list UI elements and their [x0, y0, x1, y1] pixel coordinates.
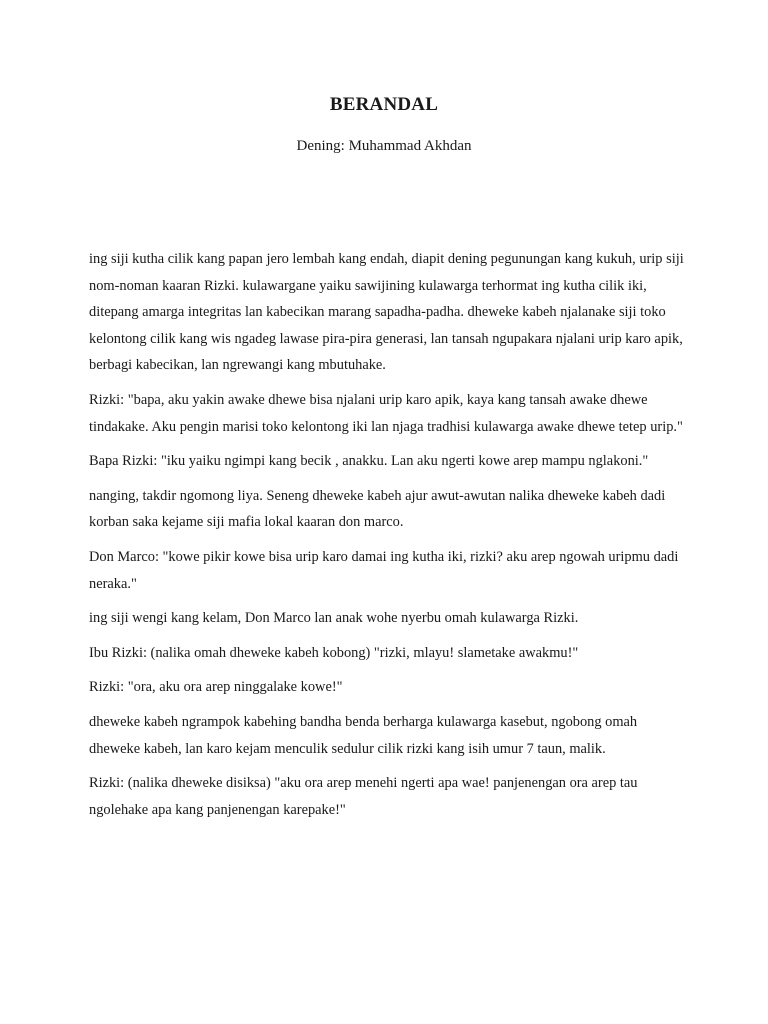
paragraph: Bapa Rizki: "iku yaiku ngimpi kang becik , anakku. Lan aku ngerti kowe arep mampu nglakoni." [89, 453, 649, 470]
paragraph: ing siji wengi kang kelam, Don Marco lan anak wohe nyerbu omah kulawarga Rizki. [89, 610, 579, 627]
document-body [89, 246, 685, 831]
document-title: BERANDAL [329, 94, 439, 115]
paragraph: Ibu Rizki: (nalika omah dheweke kabeh kobong) "rizki, mlayu! slametake awakmu!" [89, 644, 579, 661]
paragraph: Rizki: "bapa, aku yakin awake dhewe bisa njalani urip karo apik, kaya kang tansah awake dhewe tindakake. Aku pengin marisi toko kelontong iki lan njaga tradhisi kulawarga awake dhewe tetep urip." [89, 391, 683, 435]
document-author: Dening: Muhammad Akhdan [296, 138, 472, 154]
paragraph: Rizki: "ora, aku ora arep ninggalake kowe!" [89, 679, 343, 696]
paragraph: nanging, takdir ngomong liya. Seneng dheweke kabeh ajur awut-awutan nalika dheweke kabeh dadi korban saka kejame siji mafia lokal kaaran don marco. [89, 487, 666, 531]
paragraph: Rizki: (nalika dheweke disiksa) "aku ora arep menehi ngerti apa wae! panjenengan ora arep tau ngolehake apa kang panjenengan karepake!" [89, 775, 638, 818]
paragraph: ing siji kutha cilik kang papan jero lembah kang endah, diapit dening pegunungan kang kukuh, urip siji nom-noman kaaran Rizki. kulawargane yaiku sawijining kulawarga terhormat ing kutha cilik iki, ditepang amarga integritas lan kabecikan marang sapadha-padha. dheweke kabeh njalanake siji toko kelontong cilik kang wis ngadeg lawase pira-pira generasi, lan tansah ngupakara njalani urip karo apik, berbagi kabecikan, lan ngrewangi kang mbutuhake. [89, 251, 684, 374]
paragraph: Don Marco: "kowe pikir kowe bisa urip karo damai ing kutha iki, rizki? aku arep ngowah uripmu dadi neraka." [89, 548, 679, 592]
paragraph: dheweke kabeh ngrampok kabehing bandha benda berharga kulawarga kasebut, ngobong omah dheweke kabeh, lan karo kejam menculik sedulur cilik rizki kang isih umur 7 taun, malik. [89, 713, 638, 757]
